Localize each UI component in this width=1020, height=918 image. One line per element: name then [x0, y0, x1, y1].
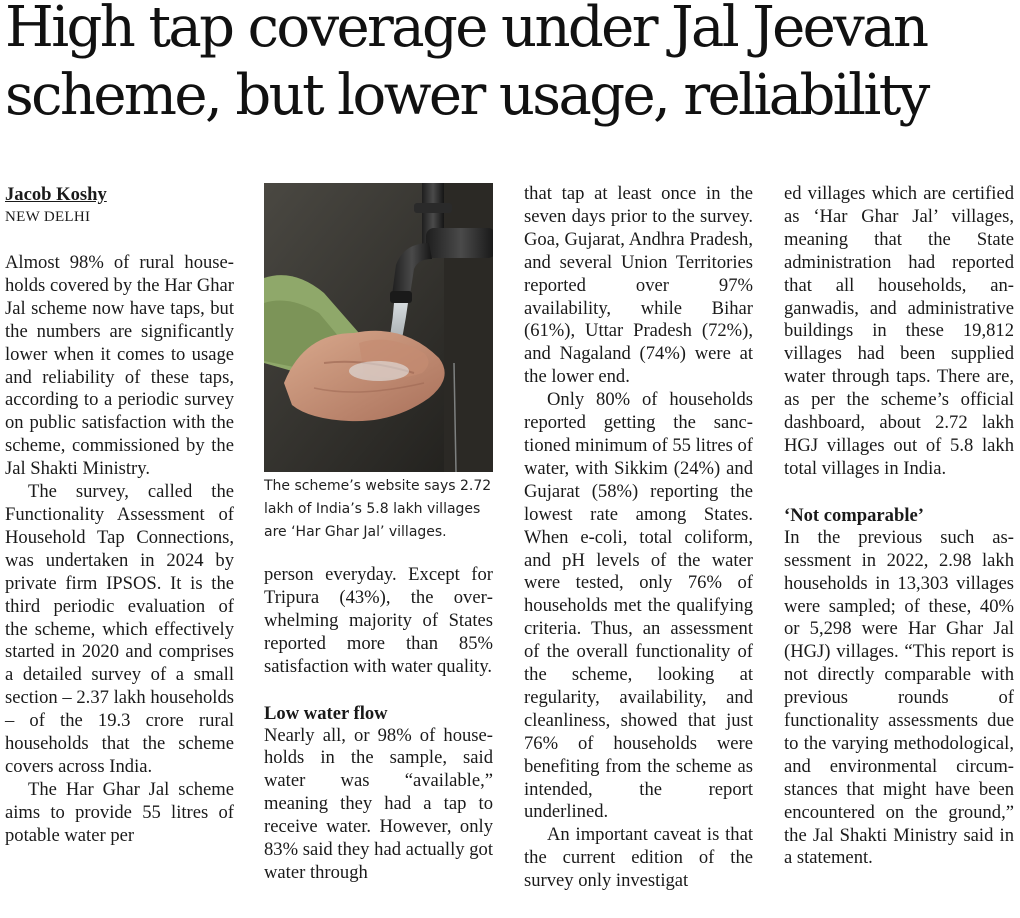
- paragraph: Nearly all, or 98% of households in the sample, said water was “available,” meaning they had a tap to receive water. However, only 83% said they had actually got water through: [264, 724, 493, 883]
- dateline: NEW DELHI: [5, 209, 91, 225]
- article-column-4: [784, 183, 1014, 870]
- headline: [5, 0, 1015, 130]
- byline[interactable]: Jacob Koshy: [5, 184, 107, 205]
- spacer: [784, 481, 1014, 504]
- paragraph: ed villages which are certified as ‘Har Ghar Jal’ villages, meaning that the State administration had reported that all households, anganwadis, and administrative buildings in these 19,812 villages had been supplied water through taps. There are, as per the scheme’s official dashboard, about 2.72 lakh HGJ villages out of 5.8 lakh total villages in India.: [784, 183, 1014, 479]
- paragraph: In the previous such assessment in 2022, 2.98 lakh households in 13,303 villages were sampled; of these, 40% or 5,298 were Har Ghar Jal (HGJ) villages. “This report is not directly comparable with previous rounds of functionality assessments due to the varying methodological, and environmental circumstances that might have been encountered on the ground,” the Jal Shakti Ministry said in a statement.: [784, 526, 1014, 869]
- paragraph: person everyday. Except for Tripura (43%), the overwhelming majority of States reported more than 85% satisfaction with water quality.: [264, 564, 493, 677]
- paragraph: An important caveat is that the current edition of the survey only investigat: [524, 824, 753, 892]
- headline-line-2: scheme, but lower usage, reliability: [5, 63, 928, 128]
- subhead-low-water-flow: Low water flow: [264, 702, 388, 724]
- paragraph: that tap at least once in the seven days prior to the survey. Goa, Gujarat, Andhra Pradesh, and several Union Territories reported over 97% availability, while Bihar (61%), Uttar Pradesh (72%), and Nagaland (74%) were at the lower end.: [524, 183, 753, 388]
- headline-line-1: High tap coverage under Jal Jeevan: [5, 0, 927, 60]
- paragraph: The survey, called the Functionality Assessment of Household Tap Connections, was undertaken in 2024 by private firm IPSOS. It is the third periodic evaluation of the scheme, which effectively started in 2020 and comprises a detailed survey of a small section – 2.37 lakh households – of the 19.3 crore rural households that the scheme covers across India.: [5, 481, 234, 777]
- article-column-1: [5, 183, 234, 848]
- photo-caption: The scheme’s website says 2.72 lakh of India’s 5.8 lakh villages are ‘Har Ghar Jal’ villages.: [264, 478, 492, 540]
- subhead-not-comparable: ‘Not comparable’: [784, 504, 924, 526]
- spacer: [264, 679, 493, 702]
- article-column-2: [264, 183, 493, 885]
- tap-water-illustration: [264, 183, 493, 472]
- paragraph: Almost 98% of rural households covered by the Har Ghar Jal scheme now have taps, but the numbers are significantly lower when it comes to usage and reliability of these taps, according to a periodic survey on public satisfaction with the scheme, commissioned by the Jal Shakti Ministry.: [5, 252, 234, 480]
- paragraph: Only 80% of households reported getting the sanctioned minimum of 55 litres of water, with Sikkim (24%) and Gujarat (58%) reporting the lowest rate among States. When e-coli, total coliform, and pH levels of the water were tested, only 76% of households met the qualifying criteria. Thus, an assessment of the overall functionality of the scheme, looking at regularity, availability, and cleanliness, showed that just 76% of households were benefiting from the scheme as intended, the report underlined.: [524, 389, 753, 823]
- tap-water-photo: [264, 183, 493, 472]
- paragraph: The Har Ghar Jal scheme aims to provide 55 litres of potable water per: [5, 778, 234, 846]
- article-column-3: [524, 183, 753, 893]
